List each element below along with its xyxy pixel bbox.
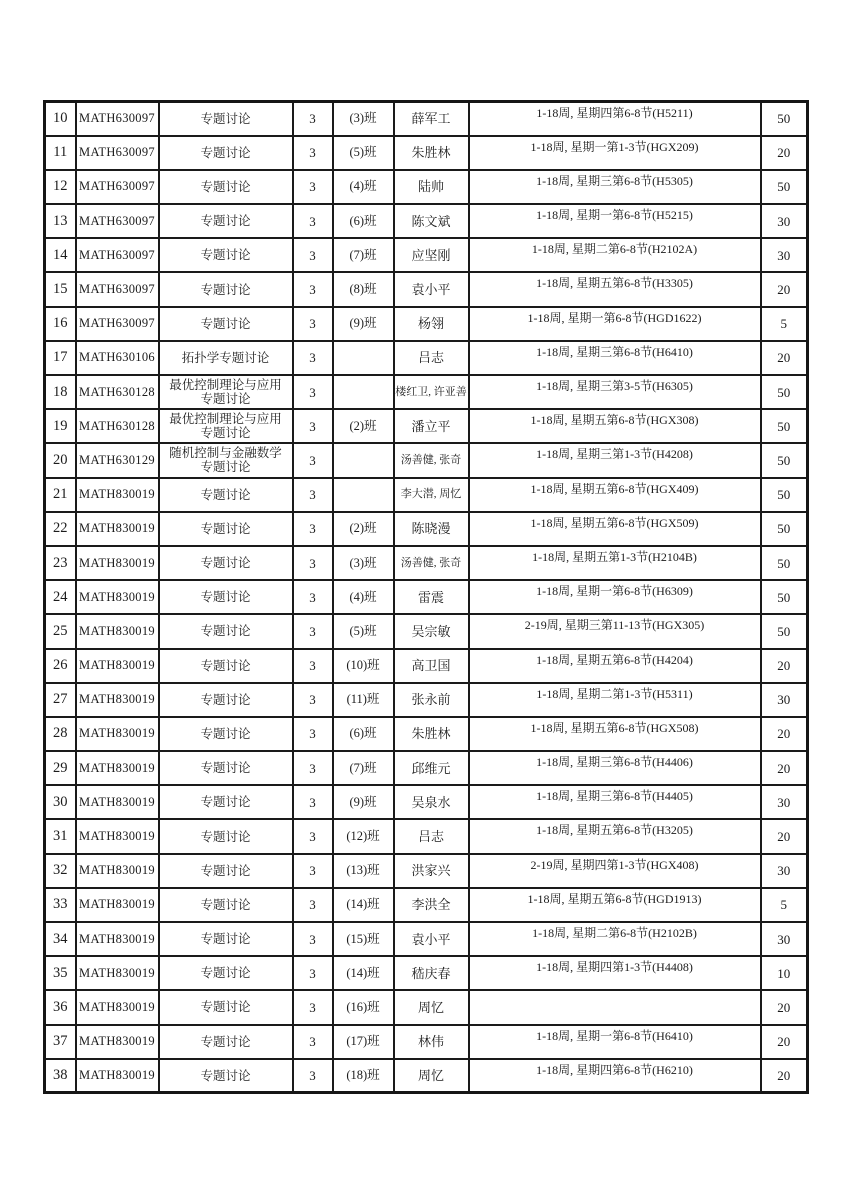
row-number-cell: 37 xyxy=(45,1025,76,1059)
table-row xyxy=(45,785,808,819)
course-code-cell: MATH830019 xyxy=(76,478,159,512)
course-code-cell: MATH630097 xyxy=(76,272,159,306)
capacity-cell: 20 xyxy=(761,751,808,785)
credits-cell: 3 xyxy=(293,751,333,785)
schedule-cell: 2-19周, 星期三第11-13节(HGX305) xyxy=(469,614,761,648)
credits-cell: 3 xyxy=(293,854,333,888)
course-code-cell: MATH830019 xyxy=(76,717,159,751)
table-row xyxy=(45,717,808,751)
course-code-cell: MATH830019 xyxy=(76,888,159,922)
table-row xyxy=(45,375,808,409)
schedule-cell: 2-19周, 星期四第1-3节(HGX408) xyxy=(469,854,761,888)
class-section-cell: (6)班 xyxy=(333,717,394,751)
schedule-cell: 1-18周, 星期三第6-8节(H4405) xyxy=(469,785,761,819)
course-code-cell: MATH830019 xyxy=(76,1059,159,1093)
table-row xyxy=(45,922,808,956)
capacity-cell: 50 xyxy=(761,478,808,512)
row-number-cell: 20 xyxy=(45,443,76,477)
table-row xyxy=(45,204,808,238)
class-section-cell: (6)班 xyxy=(333,204,394,238)
schedule-cell: 1-18周, 星期三第6-8节(H5305) xyxy=(469,170,761,204)
row-number-cell: 35 xyxy=(45,956,76,990)
course-name-cell: 专题讨论 xyxy=(159,819,293,853)
teacher-cell: 杨翎 xyxy=(394,307,469,341)
table-row xyxy=(45,990,808,1024)
credits-cell: 3 xyxy=(293,1059,333,1093)
class-section-cell: (14)班 xyxy=(333,956,394,990)
credits-cell: 3 xyxy=(293,546,333,580)
class-section-cell: (16)班 xyxy=(333,990,394,1024)
table-row xyxy=(45,956,808,990)
schedule-cell: 1-18周, 星期二第6-8节(H2102A) xyxy=(469,238,761,272)
row-number-cell: 17 xyxy=(45,341,76,375)
schedule-cell: 1-18周, 星期五第6-8节(HGX409) xyxy=(469,478,761,512)
capacity-cell: 20 xyxy=(761,1025,808,1059)
credits-cell: 3 xyxy=(293,649,333,683)
capacity-cell: 30 xyxy=(761,922,808,956)
teacher-cell: 应坚刚 xyxy=(394,238,469,272)
teacher-cell: 汤善健, 张奇 xyxy=(394,443,469,477)
course-name-cell: 专题讨论 xyxy=(159,272,293,306)
schedule-cell xyxy=(469,990,761,1024)
schedule-cell: 1-18周, 星期四第6-8节(H5211) xyxy=(469,102,761,136)
schedule-cell: 1-18周, 星期二第6-8节(H2102B) xyxy=(469,922,761,956)
schedule-cell: 1-18周, 星期五第6-8节(HGX508) xyxy=(469,717,761,751)
class-section-cell: (3)班 xyxy=(333,546,394,580)
class-section-cell: (7)班 xyxy=(333,238,394,272)
capacity-cell: 50 xyxy=(761,512,808,546)
credits-cell: 3 xyxy=(293,580,333,614)
course-name-cell: 专题讨论 xyxy=(159,307,293,341)
table-row xyxy=(45,1025,808,1059)
table-row xyxy=(45,443,808,477)
teacher-cell: 雷震 xyxy=(394,580,469,614)
course-table xyxy=(43,100,809,1094)
schedule-cell: 1-18周, 星期一第6-8节(HGD1622) xyxy=(469,307,761,341)
teacher-cell: 嵇庆春 xyxy=(394,956,469,990)
class-section-cell: (4)班 xyxy=(333,580,394,614)
credits-cell: 3 xyxy=(293,102,333,136)
teacher-cell: 吴泉水 xyxy=(394,785,469,819)
row-number-cell: 28 xyxy=(45,717,76,751)
row-number-cell: 32 xyxy=(45,854,76,888)
schedule-cell: 1-18周, 星期五第6-8节(HGD1913) xyxy=(469,888,761,922)
course-name-cell: 随机控制与金融数学专题讨论 xyxy=(159,443,293,477)
credits-cell: 3 xyxy=(293,1025,333,1059)
row-number-cell: 31 xyxy=(45,819,76,853)
schedule-cell: 1-18周, 星期五第6-8节(H4204) xyxy=(469,649,761,683)
class-section-cell: (8)班 xyxy=(333,272,394,306)
teacher-cell: 袁小平 xyxy=(394,922,469,956)
credits-cell: 3 xyxy=(293,614,333,648)
row-number-cell: 36 xyxy=(45,990,76,1024)
course-code-cell: MATH630128 xyxy=(76,375,159,409)
schedule-cell: 1-18周, 星期五第6-8节(H3205) xyxy=(469,819,761,853)
capacity-cell: 5 xyxy=(761,307,808,341)
table-row xyxy=(45,614,808,648)
class-section-cell: (9)班 xyxy=(333,307,394,341)
capacity-cell: 30 xyxy=(761,854,808,888)
schedule-cell: 1-18周, 星期二第1-3节(H5311) xyxy=(469,683,761,717)
class-section-cell: (7)班 xyxy=(333,751,394,785)
teacher-cell: 李大潜, 周忆 xyxy=(394,478,469,512)
row-number-cell: 16 xyxy=(45,307,76,341)
course-name-cell: 专题讨论 xyxy=(159,683,293,717)
course-name-cell: 专题讨论 xyxy=(159,649,293,683)
credits-cell: 3 xyxy=(293,922,333,956)
course-code-cell: MATH630128 xyxy=(76,409,159,443)
schedule-cell: 1-18周, 星期一第6-8节(H6410) xyxy=(469,1025,761,1059)
table-row xyxy=(45,546,808,580)
capacity-cell: 30 xyxy=(761,683,808,717)
course-name-cell: 专题讨论 xyxy=(159,888,293,922)
row-number-cell: 12 xyxy=(45,170,76,204)
row-number-cell: 23 xyxy=(45,546,76,580)
capacity-cell: 50 xyxy=(761,614,808,648)
teacher-cell: 陆帅 xyxy=(394,170,469,204)
course-name-cell: 专题讨论 xyxy=(159,102,293,136)
credits-cell: 3 xyxy=(293,443,333,477)
course-code-cell: MATH830019 xyxy=(76,785,159,819)
schedule-cell: 1-18周, 星期四第1-3节(H4408) xyxy=(469,956,761,990)
class-section-cell: (12)班 xyxy=(333,819,394,853)
capacity-cell: 20 xyxy=(761,1059,808,1093)
table-row xyxy=(45,888,808,922)
row-number-cell: 19 xyxy=(45,409,76,443)
course-code-cell: MATH830019 xyxy=(76,854,159,888)
course-name-cell: 专题讨论 xyxy=(159,854,293,888)
credits-cell: 3 xyxy=(293,204,333,238)
table-row xyxy=(45,683,808,717)
row-number-cell: 25 xyxy=(45,614,76,648)
capacity-cell: 20 xyxy=(761,341,808,375)
schedule-cell: 1-18周, 星期一第1-3节(HGX209) xyxy=(469,136,761,170)
course-name-cell: 专题讨论 xyxy=(159,238,293,272)
class-section-cell: (5)班 xyxy=(333,614,394,648)
credits-cell: 3 xyxy=(293,238,333,272)
table-row xyxy=(45,341,808,375)
schedule-cell: 1-18周, 星期五第6-8节(HGX308) xyxy=(469,409,761,443)
credits-cell: 3 xyxy=(293,717,333,751)
class-section-cell xyxy=(333,341,394,375)
course-table-body xyxy=(45,102,808,1093)
schedule-cell: 1-18周, 星期五第6-8节(H3305) xyxy=(469,272,761,306)
capacity-cell: 50 xyxy=(761,409,808,443)
row-number-cell: 18 xyxy=(45,375,76,409)
credits-cell: 3 xyxy=(293,888,333,922)
capacity-cell: 20 xyxy=(761,136,808,170)
row-number-cell: 21 xyxy=(45,478,76,512)
capacity-cell: 20 xyxy=(761,990,808,1024)
table-row xyxy=(45,170,808,204)
course-name-cell: 专题讨论 xyxy=(159,170,293,204)
table-row xyxy=(45,102,808,136)
course-code-cell: MATH830019 xyxy=(76,614,159,648)
teacher-cell: 洪家兴 xyxy=(394,854,469,888)
schedule-cell: 1-18周, 星期三第6-8节(H6410) xyxy=(469,341,761,375)
course-code-cell: MATH630129 xyxy=(76,443,159,477)
capacity-cell: 50 xyxy=(761,580,808,614)
class-section-cell: (18)班 xyxy=(333,1059,394,1093)
capacity-cell: 30 xyxy=(761,204,808,238)
class-section-cell: (3)班 xyxy=(333,102,394,136)
course-code-cell: MATH830019 xyxy=(76,1025,159,1059)
class-section-cell: (11)班 xyxy=(333,683,394,717)
teacher-cell: 周忆 xyxy=(394,1059,469,1093)
row-number-cell: 29 xyxy=(45,751,76,785)
teacher-cell: 潘立平 xyxy=(394,409,469,443)
course-name-cell: 专题讨论 xyxy=(159,1059,293,1093)
schedule-cell: 1-18周, 星期三第6-8节(H4406) xyxy=(469,751,761,785)
teacher-cell: 汤善健, 张奇 xyxy=(394,546,469,580)
class-section-cell: (5)班 xyxy=(333,136,394,170)
schedule-cell: 1-18周, 星期一第6-8节(H5215) xyxy=(469,204,761,238)
row-number-cell: 26 xyxy=(45,649,76,683)
class-section-cell: (4)班 xyxy=(333,170,394,204)
credits-cell: 3 xyxy=(293,478,333,512)
course-name-cell: 专题讨论 xyxy=(159,546,293,580)
row-number-cell: 30 xyxy=(45,785,76,819)
table-row xyxy=(45,512,808,546)
table-row xyxy=(45,272,808,306)
class-section-cell: (15)班 xyxy=(333,922,394,956)
class-section-cell: (2)班 xyxy=(333,409,394,443)
course-name-cell: 拓扑学专题讨论 xyxy=(159,341,293,375)
course-name-cell: 专题讨论 xyxy=(159,580,293,614)
course-name-cell: 专题讨论 xyxy=(159,478,293,512)
schedule-cell: 1-18周, 星期三第1-3节(H4208) xyxy=(469,443,761,477)
capacity-cell: 20 xyxy=(761,649,808,683)
teacher-cell: 朱胜林 xyxy=(394,136,469,170)
teacher-cell: 邱维元 xyxy=(394,751,469,785)
course-name-cell: 专题讨论 xyxy=(159,204,293,238)
teacher-cell: 张永前 xyxy=(394,683,469,717)
capacity-cell: 20 xyxy=(761,272,808,306)
course-name-cell: 最优控制理论与应用专题讨论 xyxy=(159,375,293,409)
credits-cell: 3 xyxy=(293,170,333,204)
teacher-cell: 吴宗敏 xyxy=(394,614,469,648)
course-code-cell: MATH830019 xyxy=(76,990,159,1024)
credits-cell: 3 xyxy=(293,307,333,341)
course-code-cell: MATH630097 xyxy=(76,170,159,204)
course-code-cell: MATH830019 xyxy=(76,922,159,956)
course-code-cell: MATH630097 xyxy=(76,204,159,238)
row-number-cell: 11 xyxy=(45,136,76,170)
credits-cell: 3 xyxy=(293,512,333,546)
table-row xyxy=(45,409,808,443)
course-code-cell: MATH830019 xyxy=(76,512,159,546)
course-name-cell: 专题讨论 xyxy=(159,1025,293,1059)
capacity-cell: 30 xyxy=(761,238,808,272)
row-number-cell: 33 xyxy=(45,888,76,922)
capacity-cell: 50 xyxy=(761,375,808,409)
class-section-cell xyxy=(333,478,394,512)
credits-cell: 3 xyxy=(293,341,333,375)
schedule-cell: 1-18周, 星期一第6-8节(H6309) xyxy=(469,580,761,614)
schedule-cell: 1-18周, 星期四第6-8节(H6210) xyxy=(469,1059,761,1093)
teacher-cell: 陈文斌 xyxy=(394,204,469,238)
course-name-cell: 专题讨论 xyxy=(159,614,293,648)
credits-cell: 3 xyxy=(293,683,333,717)
teacher-cell: 薛军工 xyxy=(394,102,469,136)
table-row xyxy=(45,478,808,512)
class-section-cell xyxy=(333,443,394,477)
credits-cell: 3 xyxy=(293,956,333,990)
schedule-cell: 1-18周, 星期五第1-3节(H2104B) xyxy=(469,546,761,580)
capacity-cell: 10 xyxy=(761,956,808,990)
credits-cell: 3 xyxy=(293,409,333,443)
course-name-cell: 最优控制理论与应用专题讨论 xyxy=(159,409,293,443)
table-row xyxy=(45,854,808,888)
credits-cell: 3 xyxy=(293,272,333,306)
capacity-cell: 5 xyxy=(761,888,808,922)
row-number-cell: 38 xyxy=(45,1059,76,1093)
teacher-cell: 朱胜林 xyxy=(394,717,469,751)
credits-cell: 3 xyxy=(293,375,333,409)
table-row xyxy=(45,238,808,272)
credits-cell: 3 xyxy=(293,819,333,853)
class-section-cell: (13)班 xyxy=(333,854,394,888)
course-name-cell: 专题讨论 xyxy=(159,512,293,546)
course-name-cell: 专题讨论 xyxy=(159,990,293,1024)
teacher-cell: 吕志 xyxy=(394,341,469,375)
row-number-cell: 15 xyxy=(45,272,76,306)
schedule-cell: 1-18周, 星期三第3-5节(H6305) xyxy=(469,375,761,409)
row-number-cell: 34 xyxy=(45,922,76,956)
course-code-cell: MATH630097 xyxy=(76,102,159,136)
row-number-cell: 10 xyxy=(45,102,76,136)
course-code-cell: MATH630097 xyxy=(76,136,159,170)
table-row xyxy=(45,751,808,785)
teacher-cell: 林伟 xyxy=(394,1025,469,1059)
row-number-cell: 24 xyxy=(45,580,76,614)
teacher-cell: 李洪全 xyxy=(394,888,469,922)
course-code-cell: MATH830019 xyxy=(76,819,159,853)
class-section-cell: (14)班 xyxy=(333,888,394,922)
table-row xyxy=(45,580,808,614)
course-name-cell: 专题讨论 xyxy=(159,922,293,956)
course-name-cell: 专题讨论 xyxy=(159,785,293,819)
schedule-cell: 1-18周, 星期五第6-8节(HGX509) xyxy=(469,512,761,546)
row-number-cell: 13 xyxy=(45,204,76,238)
course-code-cell: MATH830019 xyxy=(76,580,159,614)
class-section-cell: (2)班 xyxy=(333,512,394,546)
table-row xyxy=(45,136,808,170)
capacity-cell: 50 xyxy=(761,170,808,204)
course-name-cell: 专题讨论 xyxy=(159,956,293,990)
course-code-cell: MATH830019 xyxy=(76,751,159,785)
course-code-cell: MATH830019 xyxy=(76,546,159,580)
row-number-cell: 14 xyxy=(45,238,76,272)
course-code-cell: MATH830019 xyxy=(76,956,159,990)
capacity-cell: 20 xyxy=(761,717,808,751)
teacher-cell: 周忆 xyxy=(394,990,469,1024)
capacity-cell: 50 xyxy=(761,443,808,477)
class-section-cell: (10)班 xyxy=(333,649,394,683)
credits-cell: 3 xyxy=(293,785,333,819)
teacher-cell: 高卫国 xyxy=(394,649,469,683)
course-name-cell: 专题讨论 xyxy=(159,717,293,751)
class-section-cell: (17)班 xyxy=(333,1025,394,1059)
course-code-cell: MATH630097 xyxy=(76,238,159,272)
course-name-cell: 专题讨论 xyxy=(159,751,293,785)
teacher-cell: 楼红卫, 许亚善 xyxy=(394,375,469,409)
credits-cell: 3 xyxy=(293,136,333,170)
course-name-cell: 专题讨论 xyxy=(159,136,293,170)
row-number-cell: 27 xyxy=(45,683,76,717)
table-row xyxy=(45,819,808,853)
class-section-cell xyxy=(333,375,394,409)
course-code-cell: MATH830019 xyxy=(76,683,159,717)
teacher-cell: 袁小平 xyxy=(394,272,469,306)
row-number-cell: 22 xyxy=(45,512,76,546)
capacity-cell: 30 xyxy=(761,785,808,819)
course-code-cell: MATH630097 xyxy=(76,307,159,341)
table-row xyxy=(45,649,808,683)
table-row xyxy=(45,307,808,341)
class-section-cell: (9)班 xyxy=(333,785,394,819)
course-code-cell: MATH630106 xyxy=(76,341,159,375)
credits-cell: 3 xyxy=(293,990,333,1024)
capacity-cell: 50 xyxy=(761,102,808,136)
capacity-cell: 20 xyxy=(761,819,808,853)
table-row xyxy=(45,1059,808,1093)
teacher-cell: 吕志 xyxy=(394,819,469,853)
teacher-cell: 陈晓漫 xyxy=(394,512,469,546)
course-code-cell: MATH830019 xyxy=(76,649,159,683)
capacity-cell: 50 xyxy=(761,546,808,580)
